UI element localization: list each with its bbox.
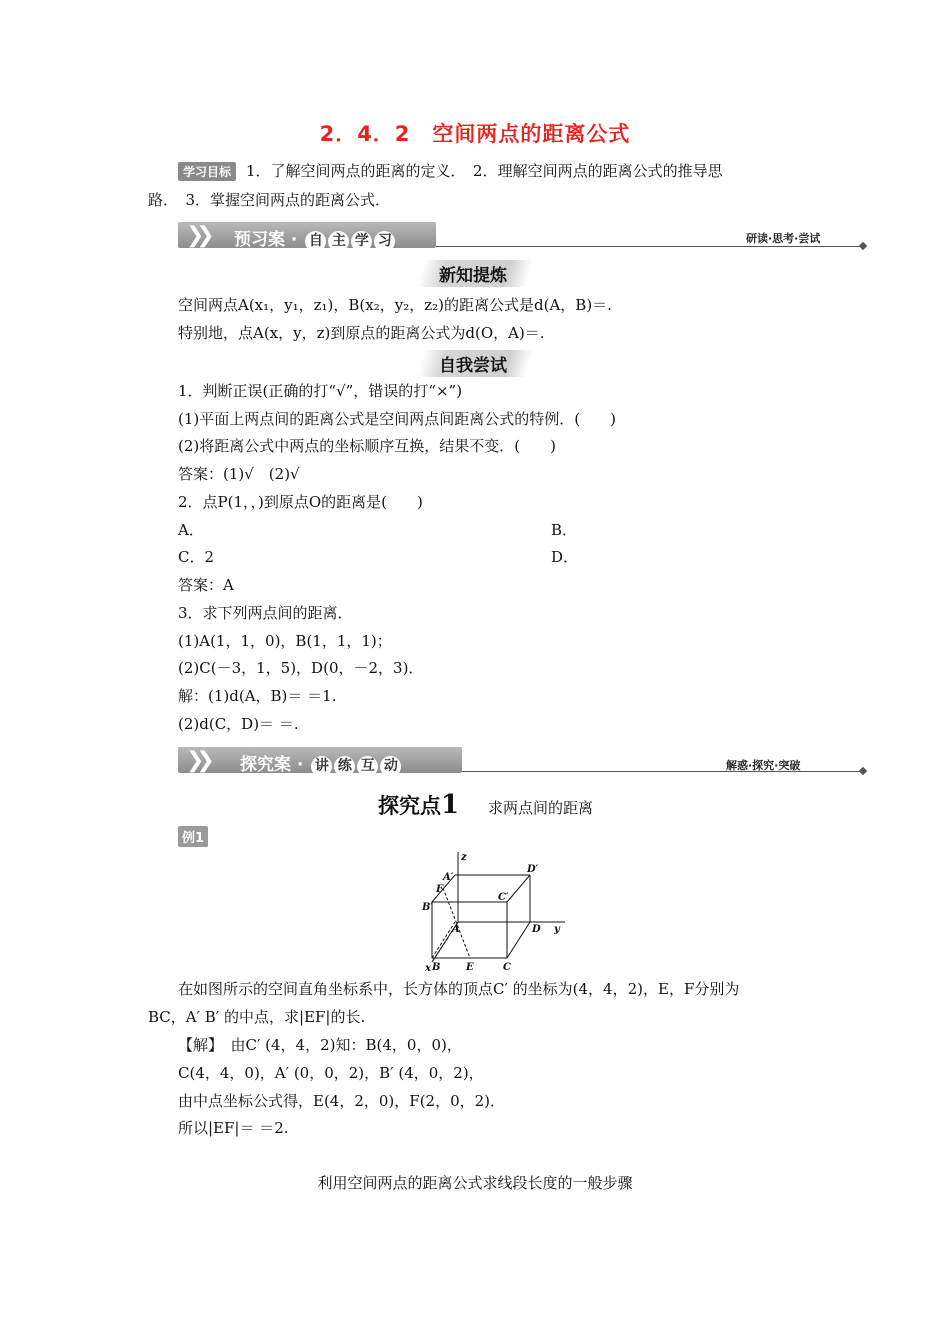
solution-1: 解：(1)d(A，B)＝ ＝1. (178, 687, 337, 705)
question-3-a: (1)A(1，1，0)，B(1，1，1)； (178, 632, 392, 650)
banner-char: 互 (357, 756, 378, 777)
answer-1: 答案：(1)√ (2)√ (178, 465, 300, 483)
question-1-b: (2)将距离公式中两点的坐标顺序互换，结果不变．( ) (178, 437, 556, 455)
option-a: A． (178, 521, 204, 539)
diamond-icon (859, 767, 867, 775)
example-problem-line-1: 在如图所示的空间直角坐标系中，长方体的顶点C′ 的坐标为(4，4，2)，E，F分别为 (178, 980, 740, 998)
option-c: C．2 (178, 548, 215, 566)
banner-label: 预习案 (234, 230, 285, 250)
banner-char: 动 (380, 756, 401, 777)
banner-char: 主 (328, 231, 349, 252)
explore-point-heading: 探究点1 (378, 790, 460, 820)
banner-char: 习 (374, 231, 395, 252)
banner-right-tag: 研读·思考·尝试 (746, 232, 821, 245)
example-tag: 例1 (178, 826, 208, 847)
explore-point-topic: 求两点间的距离 (488, 799, 594, 817)
section-banner-explore (178, 747, 868, 773)
fig-label-a: A (452, 924, 460, 935)
question-3-b: (2)C(－3，1，5)，D(0，－2，3)． (178, 659, 424, 677)
method-summary-heading: 利用空间两点的距离公式求线段长度的一般步骤 (317, 1174, 633, 1192)
banner-label: 探究案 (240, 755, 291, 775)
question-3: 3．求下列两点间的距离． (178, 604, 353, 622)
knowledge-line: 空间两点A(x₁，y₁，z₁)，B(x₂，y₂，z₂)的距离公式是d(A，B)＝. (178, 296, 612, 314)
example-solution-line-3: 由中点坐标公式得，E(4，2，0)，F(2，0，2)． (178, 1092, 506, 1110)
learning-goals-line-2: 路． 3．掌握空间两点的距离公式． (148, 191, 391, 209)
question-2: 2．点P(1，，)到原点O的距离是( ) (178, 493, 423, 511)
banner-char: 练 (334, 756, 355, 777)
fig-label-c: C (503, 962, 511, 972)
fig-label-b-prime: B′ (422, 902, 434, 913)
question-1: 1．判断正误(正确的打“√”，错误的打“×”) (178, 382, 463, 400)
learning-goals-text-1: 1．了解空间两点的距离的定义． 2．理解空间两点的距离公式的推导思 (246, 162, 723, 180)
fig-label-b: B (432, 962, 441, 972)
solution-2: (2)d(C，D)＝ ＝. (178, 715, 299, 733)
banner-char: 讲 (311, 756, 332, 777)
fig-label-d-prime: D′ (527, 864, 539, 875)
fig-label-x: x (425, 963, 431, 972)
example-problem-line-2: BC，A′ B′ 的中点，求|EF|的长. (148, 1008, 366, 1026)
fig-label-f: F (436, 884, 444, 895)
double-chevron-icon: ❯❯ (186, 223, 207, 248)
learning-goals-tag: 学习目标 (178, 162, 236, 181)
diamond-icon (859, 242, 867, 250)
page-title: 2．4．2 空间两点的距离公式 (319, 122, 631, 146)
answer-2: 答案：A (178, 576, 234, 594)
section-banner-preview (178, 222, 868, 248)
fig-label-c-prime: C′ (498, 892, 509, 903)
banner-dot: · (296, 755, 304, 775)
option-d: D． (551, 548, 579, 566)
knowledge-line: 特别地，点A(x，y，z)到原点的距离公式为d(O，A)＝. (178, 324, 545, 342)
fig-label-e: E (466, 962, 474, 972)
fig-label-z: z (461, 852, 467, 863)
banner-char: 学 (351, 231, 372, 252)
example-solution-line-1: 【解】 由C′ (4，4，2)知：B(4，0，0)， (178, 1036, 462, 1054)
subheading-self-try: 自我尝试 (0, 350, 950, 377)
fig-label-a-prime: A′ (443, 872, 454, 883)
banner-right-tag: 解惑·探究·突破 (726, 759, 801, 772)
example-solution-line-2: C(4，4，0)，A′ (0，0，2)，B′ (4，0，2)， (178, 1064, 484, 1082)
fig-label-y: y (554, 924, 560, 935)
question-1-a: (1)平面上两点间的距离公式是空间两点间距离公式的特例．( ) (178, 410, 616, 428)
fig-label-d: D (532, 924, 541, 935)
example-solution-line-4: 所以|EF|＝ ＝2. (178, 1119, 289, 1137)
cuboid-figure (410, 850, 570, 972)
option-b: B． (551, 521, 578, 539)
banner-char: 自 (305, 231, 326, 252)
learning-goals-line-1 (178, 160, 723, 181)
double-chevron-icon: ❯❯ (186, 748, 207, 773)
banner-dot: · (290, 230, 298, 250)
subheading-new-knowledge: 新知提炼 (0, 260, 950, 287)
